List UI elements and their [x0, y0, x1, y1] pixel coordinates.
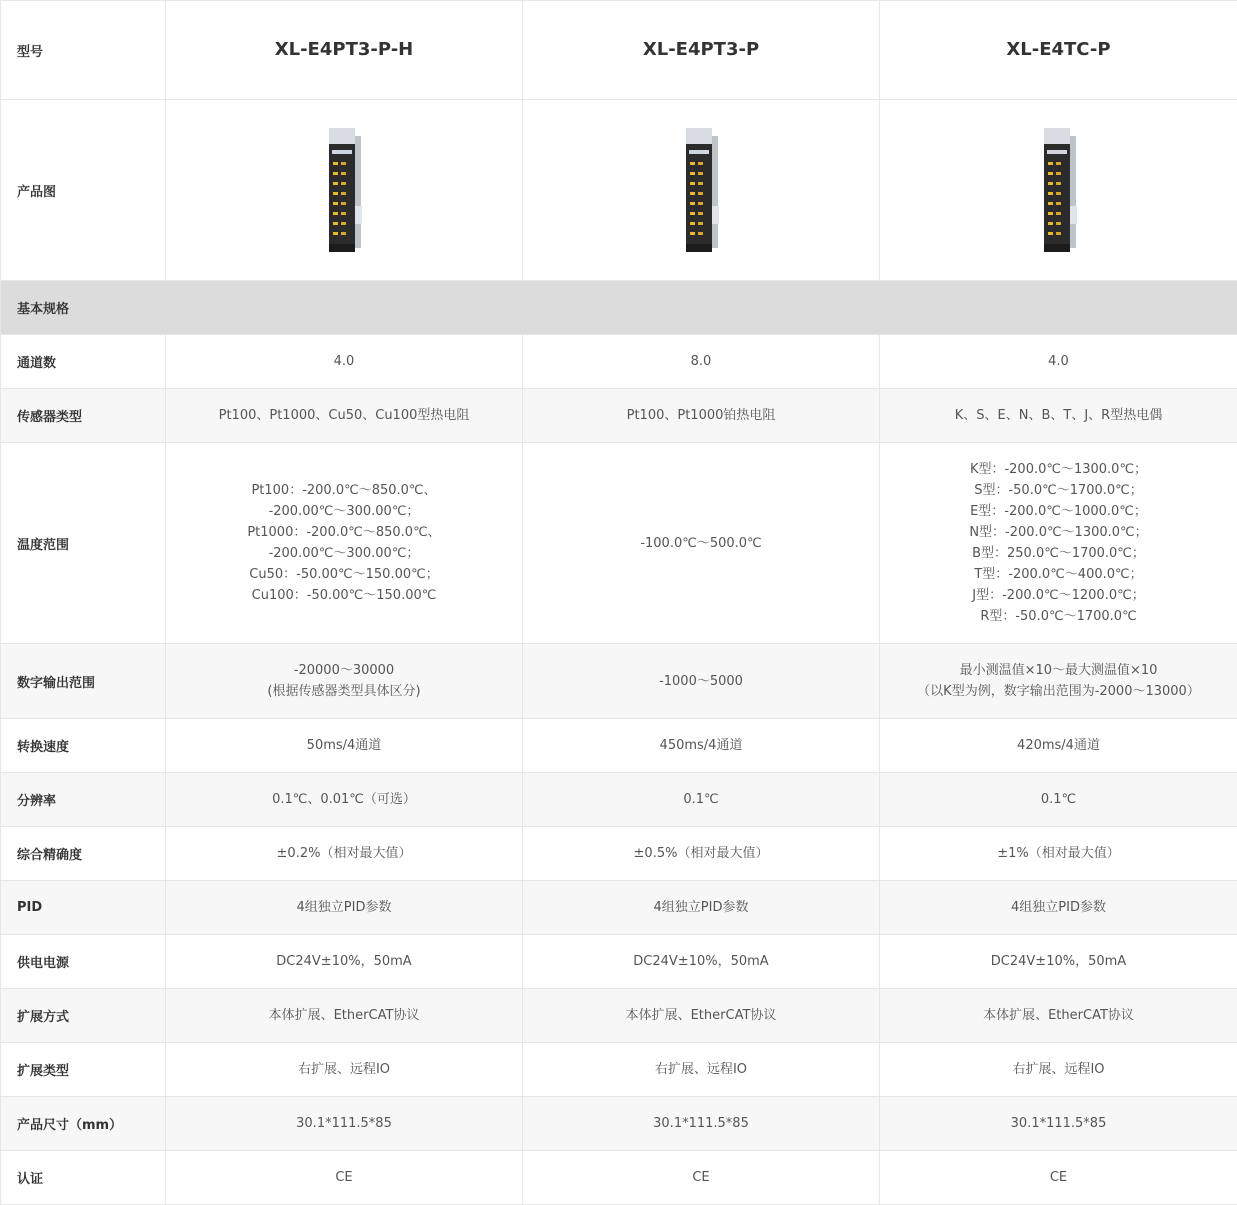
row-section-basic — [1, 281, 1237, 335]
section-heading: 基本规格 — [1, 281, 1237, 335]
temp-range-line: B型：250.0℃～1700.0℃； — [972, 546, 1145, 561]
temp-range-line: -200.00℃～300.00℃； — [268, 504, 420, 519]
row-cert — [1, 1151, 1237, 1205]
digital-output-line: 最小测温值×10～最大测温值×10 — [959, 663, 1158, 678]
row-pid — [1, 881, 1237, 935]
cell-power: DC24V±10%，50mA — [523, 935, 880, 989]
cell-expansion-type: 右扩展、远程IO — [880, 1043, 1237, 1097]
cell-size: 30.1*111.5*85 — [166, 1097, 523, 1151]
label-sensor-type: 传感器类型 — [1, 389, 166, 443]
cell-resolution: 0.1℃、0.01℃（可选） — [166, 773, 523, 827]
row-image — [1, 100, 1237, 281]
cell-resolution: 0.1℃ — [523, 773, 880, 827]
cell-channels: 8.0 — [523, 335, 880, 389]
cell-cert: CE — [880, 1151, 1237, 1205]
temp-range-line: R型：-50.0℃～1700.0℃ — [980, 609, 1137, 624]
cell-image — [523, 100, 880, 281]
cell-accuracy: ±0.5%（相对最大值） — [523, 827, 880, 881]
row-resolution — [1, 773, 1237, 827]
row-conversion-speed — [1, 719, 1237, 773]
cell-expansion-method: 本体扩展、EtherCAT协议 — [166, 989, 523, 1043]
label-image: 产品图 — [1, 100, 166, 281]
cell-conversion-speed: 420ms/4通道 — [880, 719, 1237, 773]
cell-temp-range — [523, 443, 880, 644]
cell-image — [880, 100, 1237, 281]
cell-pid: 4组独立PID参数 — [166, 881, 523, 935]
temp-range-line: T型：-200.0℃～400.0℃； — [974, 567, 1143, 582]
row-power — [1, 935, 1237, 989]
cell-temp-range — [880, 443, 1237, 644]
cell-digital-output — [166, 644, 523, 719]
label-power: 供电电源 — [1, 935, 166, 989]
label-cert: 认证 — [1, 1151, 166, 1205]
model-name: XL-E4PT3-P — [642, 38, 760, 60]
digital-output-line: -1000～5000 — [659, 673, 743, 689]
row-accuracy — [1, 827, 1237, 881]
model-name: XL-E4TC-P — [1006, 38, 1111, 60]
cell-size: 30.1*111.5*85 — [880, 1097, 1237, 1151]
cell-cert: CE — [523, 1151, 880, 1205]
row-channels — [1, 335, 1237, 389]
plc-module-icon — [1040, 128, 1078, 252]
row-sensor-type — [1, 389, 1237, 443]
row-digital-output — [1, 644, 1237, 719]
cell-conversion-speed: 450ms/4通道 — [523, 719, 880, 773]
cell-model — [523, 1, 880, 100]
model-name: XL-E4PT3-P-H — [274, 38, 414, 60]
cell-conversion-speed: 50ms/4通道 — [166, 719, 523, 773]
cell-sensor-type: Pt100、Pt1000铂热电阻 — [523, 389, 880, 443]
temp-range-line: Cu100：-50.00℃～150.00℃ — [251, 588, 437, 603]
cell-channels: 4.0 — [880, 335, 1237, 389]
temp-range-line: -200.00℃～300.00℃； — [268, 546, 420, 561]
cell-expansion-type: 右扩展、远程IO — [523, 1043, 880, 1097]
label-expansion-method: 扩展方式 — [1, 989, 166, 1043]
cell-size: 30.1*111.5*85 — [523, 1097, 880, 1151]
cell-resolution: 0.1℃ — [880, 773, 1237, 827]
cell-model — [166, 1, 523, 100]
label-digital-output: 数字输出范围 — [1, 644, 166, 719]
plc-module-icon — [682, 128, 720, 252]
row-temp-range — [1, 443, 1237, 644]
digital-output-line: (根据传感器类型具体区分) — [267, 684, 421, 699]
row-expansion-method — [1, 989, 1237, 1043]
cell-cert: CE — [166, 1151, 523, 1205]
label-channels: 通道数 — [1, 335, 166, 389]
label-accuracy: 综合精确度 — [1, 827, 166, 881]
cell-sensor-type: Pt100、Pt1000、Cu50、Cu100型热电阻 — [166, 389, 523, 443]
cell-power: DC24V±10%，50mA — [880, 935, 1237, 989]
label-expansion-type: 扩展类型 — [1, 1043, 166, 1097]
cell-accuracy: ±0.2%（相对最大值） — [166, 827, 523, 881]
temp-range-line: S型：-50.0℃～1700.0℃； — [974, 483, 1143, 498]
label-model: 型号 — [1, 1, 166, 100]
label-temp-range: 温度范围 — [1, 443, 166, 644]
cell-power: DC24V±10%，50mA — [166, 935, 523, 989]
cell-expansion-type: 右扩展、远程IO — [166, 1043, 523, 1097]
row-model — [1, 1, 1237, 100]
row-size — [1, 1097, 1237, 1151]
temp-range-line: K型：-200.0℃～1300.0℃； — [969, 462, 1148, 477]
cell-digital-output — [880, 644, 1237, 719]
row-expansion-type — [1, 1043, 1237, 1097]
cell-temp-range — [166, 443, 523, 644]
cell-accuracy: ±1%（相对最大值） — [880, 827, 1237, 881]
cell-expansion-method: 本体扩展、EtherCAT协议 — [880, 989, 1237, 1043]
temp-range-line: N型：-200.0℃～1300.0℃； — [969, 525, 1148, 540]
cell-digital-output — [523, 644, 880, 719]
plc-module-icon — [325, 128, 363, 252]
cell-channels: 4.0 — [166, 335, 523, 389]
temp-range-line: Pt1000：-200.0℃～850.0℃、 — [247, 525, 441, 540]
label-size: 产品尺寸（mm） — [1, 1097, 166, 1151]
cell-model — [880, 1, 1237, 100]
cell-pid: 4组独立PID参数 — [880, 881, 1237, 935]
cell-sensor-type: K、S、E、N、B、T、J、R型热电偶 — [880, 389, 1237, 443]
digital-output-line: （以K型为例，数字输出范围为-2000～13000） — [917, 684, 1200, 699]
temp-range-line: E型：-200.0℃～1000.0℃； — [970, 504, 1147, 519]
cell-image — [166, 100, 523, 281]
digital-output-line: -20000～30000 — [293, 663, 395, 678]
temp-range-line: J型：-200.0℃～1200.0℃； — [972, 588, 1145, 603]
temp-range-line: -100.0℃～500.0℃ — [640, 535, 762, 551]
label-resolution: 分辨率 — [1, 773, 166, 827]
cell-pid: 4组独立PID参数 — [523, 881, 880, 935]
temp-range-line: Cu50：-50.00℃～150.00℃； — [249, 567, 439, 582]
temp-range-line: Pt100：-200.0℃～850.0℃、 — [251, 483, 437, 498]
label-pid: PID — [1, 881, 166, 935]
cell-expansion-method: 本体扩展、EtherCAT协议 — [523, 989, 880, 1043]
label-conversion-speed: 转换速度 — [1, 719, 166, 773]
